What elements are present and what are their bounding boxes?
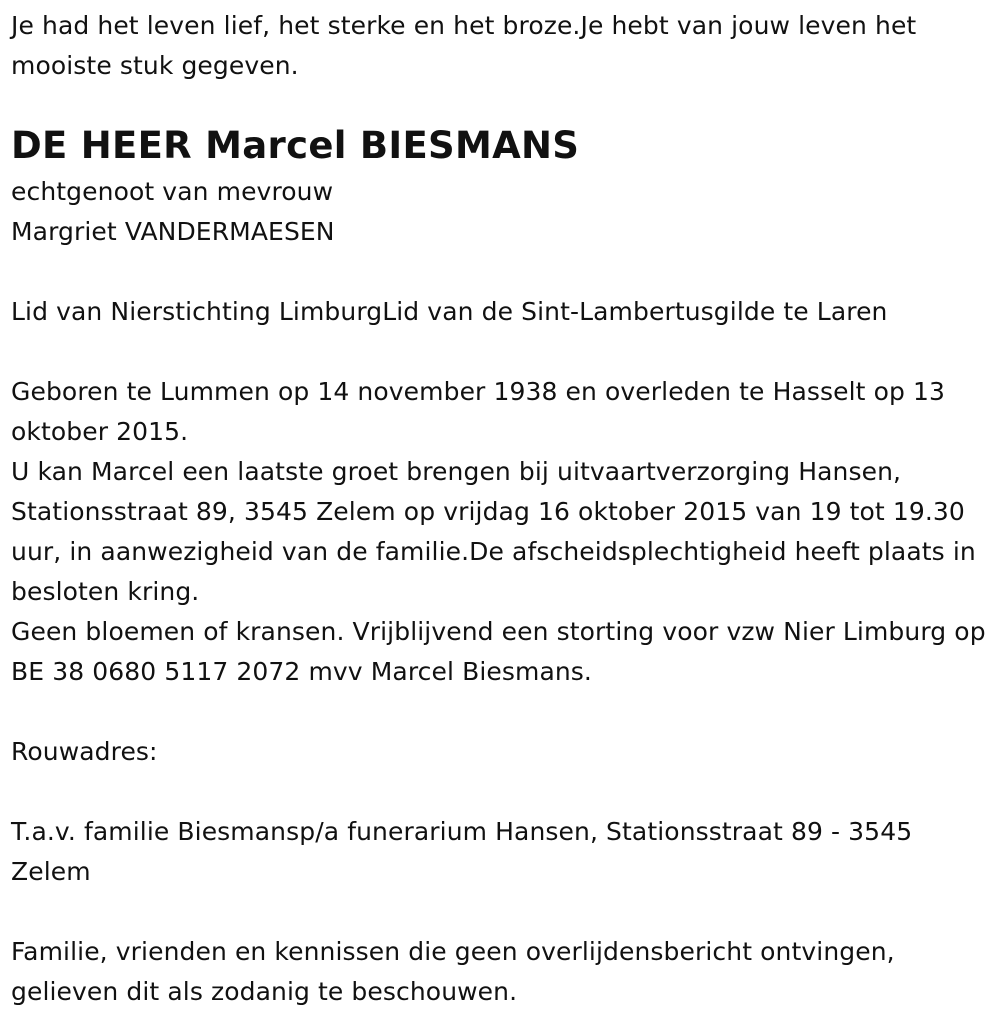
spacer (11, 892, 989, 932)
deceased-name-title: DE HEER Marcel BIESMANS (11, 124, 580, 167)
spouse-line-2: Margriet VANDERMAESEN (11, 217, 335, 246)
spacer (11, 252, 989, 292)
spacer (11, 692, 989, 732)
birth-death-text: Geboren te Lummen op 14 november 1938 en overleden te Hasselt op 13 oktober 2015. (11, 377, 946, 446)
address-text: T.a.v. familie Biesmansp/a funerarium Hansen, Stationsstraat 89 - 3545 Zelem (11, 817, 913, 886)
memberships-text: Lid van Nierstichting LimburgLid van de Sint-Lambertusgilde te Laren (11, 297, 888, 326)
spacer (11, 332, 989, 372)
closing-note-text: Familie, vrienden en kennissen die geen overlijdensbericht ontvingen, gelieven dit als zodanig te beschouwen. (11, 937, 895, 1006)
donations-text: Geen bloemen of kransen. Vrijblijvend een storting voor vzw Nier Limburg op BE 38 0680 5117 2072 mvv Marcel Biesmans. (11, 617, 986, 686)
address-label: Rouwadres: (11, 737, 158, 766)
spouse-line-1: echtgenoot van mevrouw (11, 177, 334, 206)
spouse-text (11, 172, 989, 252)
spacer (11, 772, 989, 812)
motto-text: Je had het leven lief, het sterke en het broze.Je hebt van jouw leven het mooiste stuk gegeven. (11, 11, 917, 80)
farewell-text: U kan Marcel een laatste groet brengen bij uitvaartverzorging Hansen, Stationsstraat 89, 3545 Zelem op vrijdag 16 oktober 2015 van 19 tot 19.30 uur, in aanwezigheid van de familie.De afscheidsplechtigheid heeft plaats in besloten kring. (11, 457, 976, 606)
